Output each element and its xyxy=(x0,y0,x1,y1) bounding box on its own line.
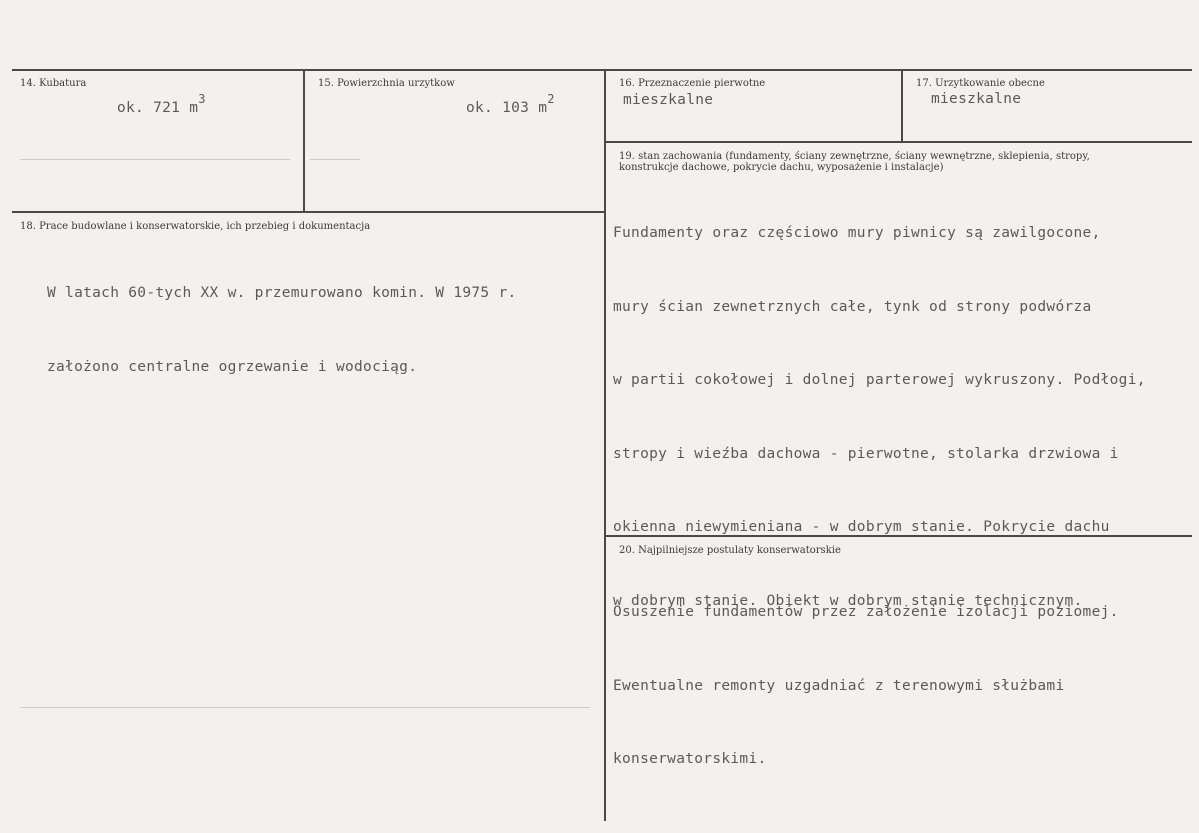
text-line: okienna niewymieniana - w dobrym stanie. Pokrycie dachu xyxy=(613,519,1110,535)
text-line: Fundamenty oraz częściowo mury piwnicy są zawilgocone, xyxy=(613,225,1101,241)
center-divider xyxy=(604,69,606,821)
powierzchnia-number: ok. 103 m xyxy=(466,100,548,116)
divider-16-17 xyxy=(901,69,903,142)
powierzchnia-exponent: 2 xyxy=(547,92,555,106)
text-line: mury ścian zewnetrznych całe, tynk od strony podwórza xyxy=(613,298,1092,315)
text-line: stropy i wieźba dachowa - pierwotne, stolarka drzwiowa i xyxy=(613,445,1119,462)
przeznaczenie-label: 16. Przeznaczenie pierwotne xyxy=(619,78,766,89)
kubatura-label: 14. Kubatura xyxy=(20,78,87,89)
divider-14-15 xyxy=(303,69,305,212)
kubatura-exponent: 3 xyxy=(198,92,206,106)
prace-text xyxy=(47,232,517,428)
text-line: założono centralne ogrzewanie i wodociąg. xyxy=(47,358,418,375)
faint-guide-line xyxy=(310,159,360,160)
rule-below-16-17 xyxy=(605,141,1192,143)
kubatura-number: ok. 721 m xyxy=(117,100,199,116)
uzytkowanie-label: 17. Urzytkowanie obecne xyxy=(916,78,1045,89)
text-line: konserwatorskimi. xyxy=(613,751,767,767)
text-line: W latach 60-tych XX w. przemurowano komin. W 1975 r. xyxy=(47,285,517,301)
przeznaczenie-value: mieszkalne xyxy=(623,92,714,108)
rule-below-14-15 xyxy=(12,211,605,213)
uzytkowanie-value: mieszkalne xyxy=(931,91,1022,107)
postulaty-label: 20. Najpilniejsze postulaty konserwatorskie xyxy=(619,545,841,556)
powierzchnia-value xyxy=(466,92,555,116)
faint-guide-line xyxy=(20,159,290,160)
top-rule xyxy=(12,69,1192,71)
kubatura-value xyxy=(117,92,206,116)
powierzchnia-label: 15. Powierzchnia urzytkow xyxy=(318,78,455,89)
text-line: w dobrym stanie. Obiekt w dobrym stanie technicznym. xyxy=(613,592,1083,609)
prace-label: 18. Prace budowlane i konserwatorskie, ich przebieg i dokumentacja xyxy=(20,221,371,232)
faint-guide-line xyxy=(20,707,590,708)
stan-zachowania-label: 19. stan zachowania (fundamenty, ściany zewnętrzne, ściany wewnętrzne, sklepienia, stropy, konstrukcje dachowe, pokrycie dachu, wyposażenie i instalacje) xyxy=(619,151,1090,173)
text-line: Ewentualne remonty uzgadniać z terenowymi służbami xyxy=(613,677,1065,694)
text-line: w partii cokołowej i dolnej parterowej wykruszony. Podłogi, xyxy=(613,372,1146,388)
postulaty-text xyxy=(613,551,1119,821)
text-line: Osuszenie fundamentów przez założenie izolacji poziomej. xyxy=(613,604,1119,620)
